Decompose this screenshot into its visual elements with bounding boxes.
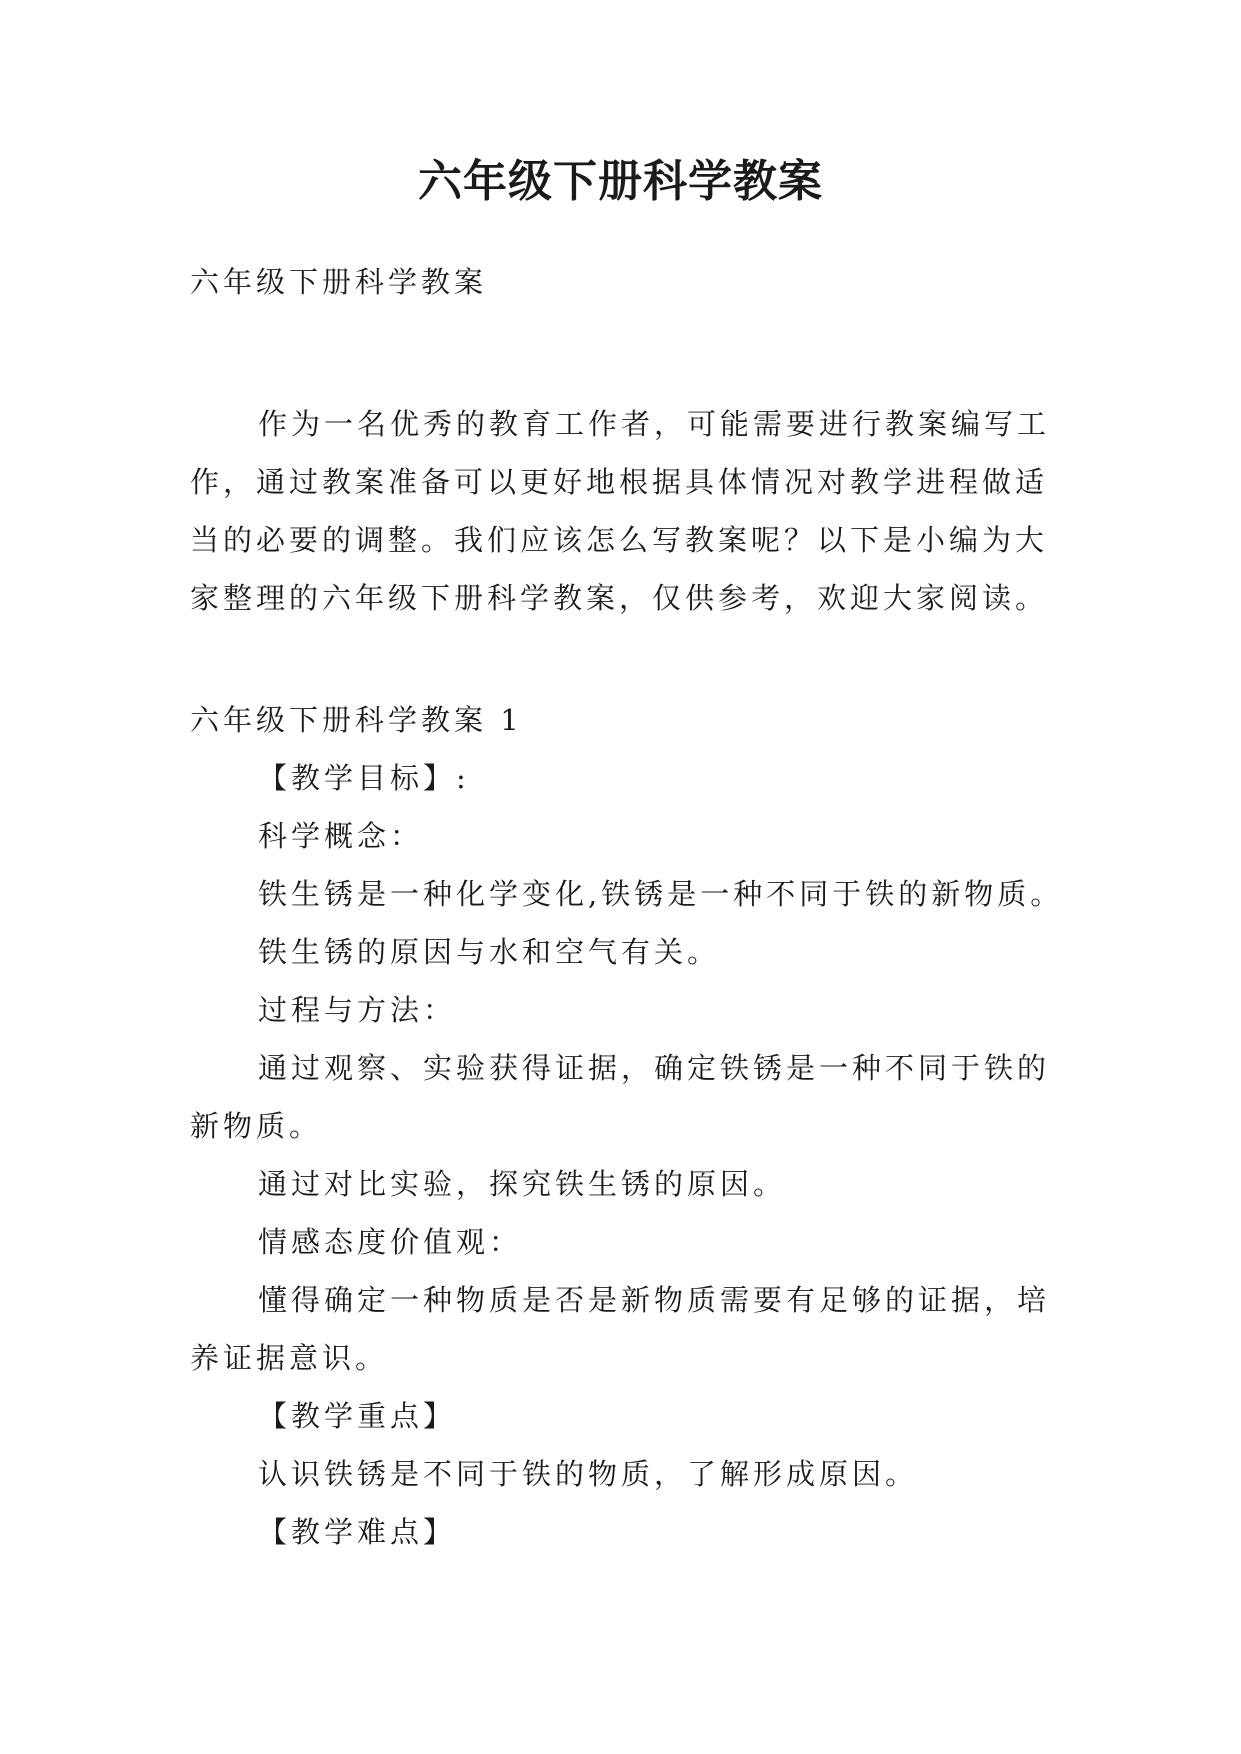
intro-line: 作为一名优秀的教育工作者，可能需要进行教案编写工: [258, 407, 1051, 441]
body-line: 新物质。: [190, 1109, 323, 1143]
document-title: 六年级下册科学教案: [418, 156, 823, 207]
body-line: 铁生锈的原因与水和空气有关。: [258, 935, 721, 969]
body-line: 铁生锈是一种化学变化,铁锈是一种不同于铁的新物质。: [258, 877, 1064, 911]
intro-line: 当的必要的调整。我们应该怎么写教案呢？以下是小编为大: [190, 523, 1049, 557]
teaching-focus-heading: 【教学重点】: [258, 1399, 457, 1433]
body-line: 情感态度价值观：: [258, 1225, 523, 1259]
intro-line: 家整理的六年级下册科学教案，仅供参考，欢迎大家阅读。: [190, 581, 1049, 615]
body-line: 养证据意识。: [190, 1341, 389, 1375]
section-heading: 六年级下册科学教案 1: [190, 703, 523, 737]
body-line: 过程与方法：: [258, 993, 457, 1027]
teaching-difficulty-heading: 【教学难点】: [258, 1515, 457, 1549]
body-line: 懂得确定一种物质是否是新物质需要有足够的证据，培: [258, 1283, 1051, 1317]
teaching-objectives-heading: 【教学目标】:: [258, 761, 470, 795]
body-line: 认识铁锈是不同于铁的物质，了解形成原因。: [258, 1457, 919, 1491]
body-line: 通过对比实验，探究铁生锈的原因。: [258, 1167, 787, 1201]
document-subtitle: 六年级下册科学教案: [190, 265, 488, 299]
body-line: 科学概念：: [258, 819, 424, 853]
intro-line: 作，通过教案准备可以更好地根据具体情况对教学进程做适: [190, 465, 1049, 499]
body-line: 通过观察、实验获得证据，确定铁锈是一种不同于铁的: [258, 1051, 1051, 1085]
